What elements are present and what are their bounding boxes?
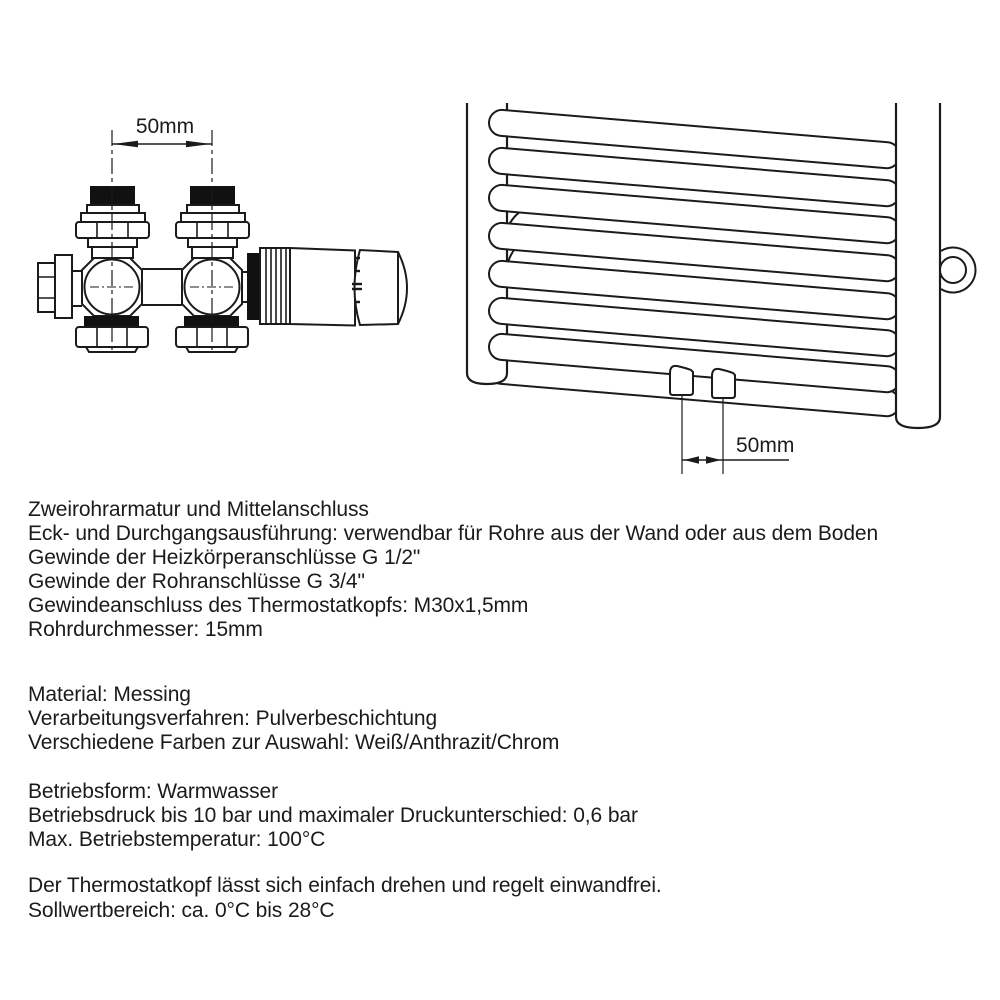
spec-line: Sollwertbereich: ca. 0°C bis 28°C xyxy=(28,899,335,922)
spec-line: Verschiedene Farben zur Auswahl: Weiß/Anthrazit/Chrom xyxy=(28,731,560,754)
connecting-tube xyxy=(142,269,182,305)
right-post xyxy=(896,103,940,428)
spec-line: Max. Betriebstemperatur: 100°C xyxy=(28,828,326,851)
spec-line: Betriebsform: Warmwasser xyxy=(28,780,279,803)
spec-block-thermostat xyxy=(28,873,662,923)
spec-line: Rohrdurchmesser: 15mm xyxy=(28,618,263,641)
spec-line: Verarbeitungsverfahren: Pulverbeschichtung xyxy=(28,707,438,730)
connection-stub-right xyxy=(712,369,735,398)
spec-line: Gewinde der Heizkörperanschlüsse G 1/2" xyxy=(28,546,421,569)
knurled-ring xyxy=(247,253,260,320)
spec-line: Material: Messing xyxy=(28,683,191,706)
dimension-arrow-right xyxy=(706,456,721,464)
end-cap-fitting xyxy=(38,255,82,318)
dimension-arrow-left xyxy=(684,456,699,464)
wall-bracket-ring xyxy=(940,248,976,293)
connection-stub-left xyxy=(670,366,693,395)
spec-line: Der Thermostatkopf lässt sich einfach drehen und regelt einwandfrei. xyxy=(28,874,662,897)
spec-line: Gewindeanschluss des Thermostatkopfs: M30x1,5mm xyxy=(28,594,529,617)
head-dome-cap xyxy=(355,250,408,325)
valve-dimension-50mm xyxy=(112,115,212,147)
spec-line: Eck- und Durchgangsausführung: verwendbar für Rohre aus der Wand oder aus dem Boden xyxy=(28,522,879,545)
valve-dimension-label: 50mm xyxy=(135,115,195,138)
head-body xyxy=(290,248,355,326)
dimension-arrow-right xyxy=(186,141,211,148)
spec-block-operation xyxy=(28,780,638,852)
thermostat-head xyxy=(242,248,407,326)
spec-block-connections xyxy=(28,498,878,642)
spec-line: Gewinde der Rohranschlüsse G 3/4" xyxy=(28,570,365,593)
spec-line: Betriebsdruck bis 10 bar und maximaler Druckunterschied: 0,6 bar xyxy=(28,804,638,827)
spec-line: Zweirohrarmatur und Mittelanschluss xyxy=(28,498,369,521)
radiator-dimension-label: 50mm xyxy=(736,434,795,457)
spec-block-material xyxy=(28,683,559,755)
dimension-arrow-left xyxy=(113,141,138,148)
valve-technical-drawing xyxy=(0,95,460,415)
radiator-technical-drawing xyxy=(440,80,1000,485)
